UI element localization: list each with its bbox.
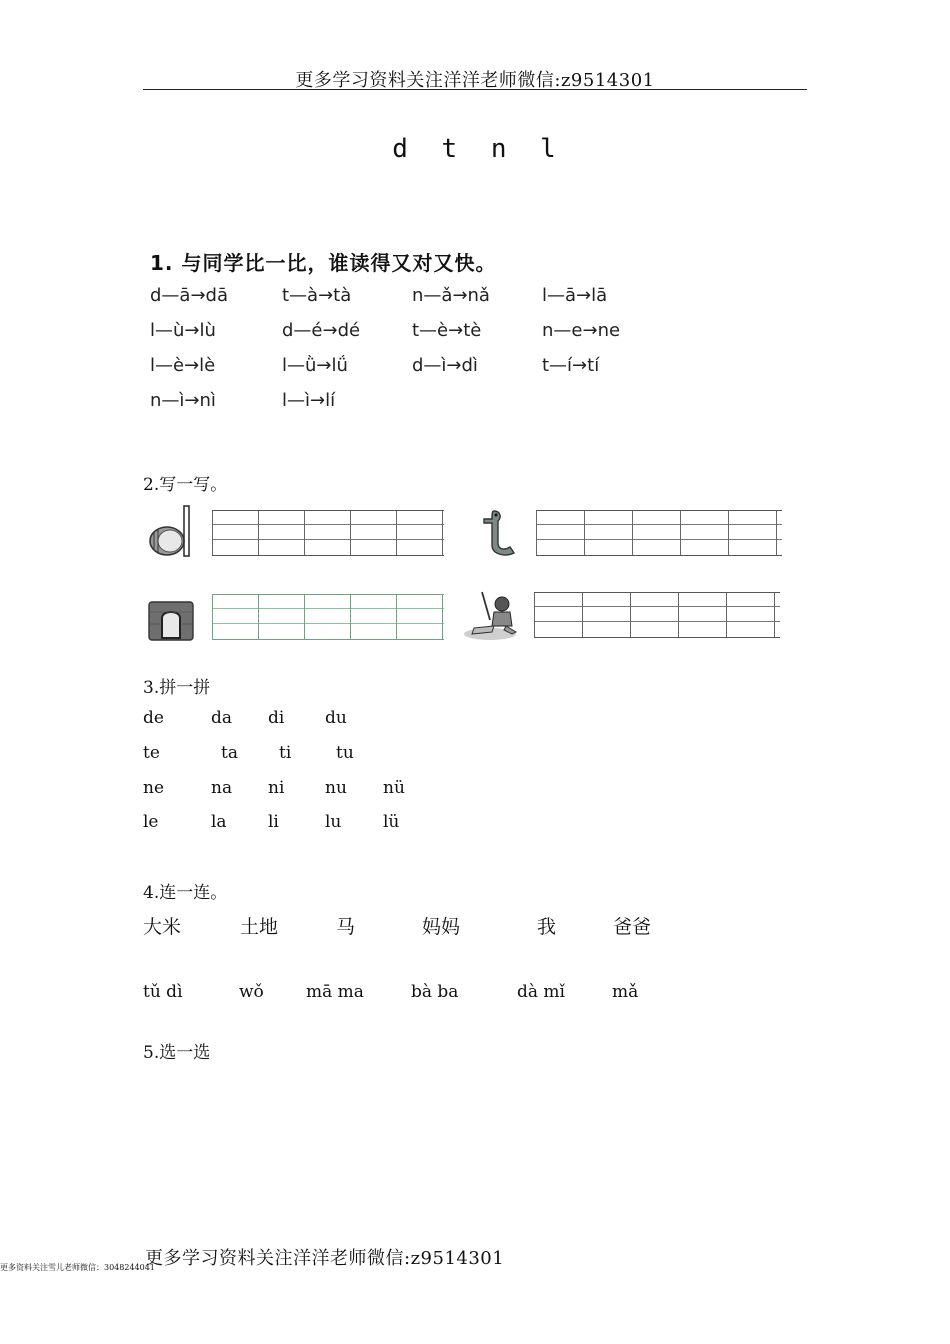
page-footer: 更多学习资料关注洋洋老师微信:z9514301 <box>145 1248 505 1269</box>
chain-item: n—ǎ→nǎ <box>412 285 490 306</box>
chain-item: d—é→dé <box>282 320 361 341</box>
drum-letter-d-icon <box>148 505 194 557</box>
match-pinyin[interactable]: tǔ dì <box>143 982 183 1002</box>
chain-item: n—e→ne <box>542 320 621 341</box>
side-note: 更多资料关注雪儿老师微信：3048244041 <box>0 1263 155 1272</box>
pinyin-syllable: du <box>325 708 347 728</box>
match-word[interactable]: 妈妈 <box>422 916 461 938</box>
chain-item: l—ì→lí <box>282 390 336 411</box>
match-word[interactable]: 土地 <box>240 916 279 938</box>
writing-grid-l[interactable] <box>534 592 780 638</box>
chain-item: t—à→tà <box>282 285 352 306</box>
match-pinyin[interactable]: dà mǐ <box>517 982 565 1002</box>
section3-heading: 3.拼一拼 <box>143 678 211 698</box>
match-word[interactable]: 爸爸 <box>613 916 652 938</box>
pinyin-syllable: te <box>143 743 160 763</box>
chain-item: l—è→lè <box>150 355 216 376</box>
chain-item: d—ì→dì <box>412 355 478 376</box>
pinyin-syllable: ne <box>143 778 165 798</box>
match-word[interactable]: 我 <box>537 916 557 938</box>
child-with-stick-letter-l-icon <box>462 590 520 642</box>
chain-item: t—è→tè <box>412 320 482 341</box>
pinyin-syllable: tu <box>336 743 354 763</box>
pinyin-syllable: nü <box>383 778 405 798</box>
writing-grid-n[interactable] <box>212 594 444 640</box>
section5-heading: 5.选一选 <box>143 1043 211 1063</box>
pinyin-syllable: na <box>211 778 233 798</box>
chain-item: t—í→tí <box>542 355 600 376</box>
header-divider <box>143 89 807 90</box>
pinyin-syllable: ni <box>268 778 285 798</box>
pinyin-syllable: de <box>143 708 164 728</box>
match-word[interactable]: 大米 <box>143 916 182 938</box>
match-pinyin[interactable]: mā ma <box>306 982 364 1002</box>
pinyin-syllable: ta <box>221 743 238 763</box>
chain-item: l—ā→lā <box>542 285 608 306</box>
pinyin-syllable: nu <box>325 778 347 798</box>
match-word[interactable]: 马 <box>336 916 356 938</box>
pinyin-syllable: da <box>211 708 233 728</box>
section1-heading: 1. 与同学比一比，谁读得又对又快。 <box>150 251 497 275</box>
pinyin-syllable: la <box>211 812 227 832</box>
pinyin-syllable: li <box>268 812 279 832</box>
section4-heading: 4.连一连。 <box>143 883 228 903</box>
page-header: 更多学习资料关注洋洋老师微信:z9514301 <box>295 70 655 91</box>
pinyin-syllable: di <box>268 708 285 728</box>
match-pinyin[interactable]: bà ba <box>411 982 459 1002</box>
chain-item: l—ù→lù <box>150 320 216 341</box>
match-pinyin[interactable]: wǒ <box>239 982 264 1002</box>
chain-item: n—ì→nì <box>150 390 216 411</box>
seahorse-letter-t-icon <box>476 507 518 557</box>
pinyin-syllable: lü <box>383 812 400 832</box>
section2-heading: 2.写一写。 <box>143 475 228 495</box>
pinyin-syllable: ti <box>279 743 292 763</box>
match-pinyin[interactable]: mǎ <box>612 982 639 1002</box>
arch-door-letter-n-icon <box>148 600 194 642</box>
chain-item: d—ā→dā <box>150 285 228 306</box>
pinyin-syllable: le <box>143 812 159 832</box>
page-title: d t n l <box>392 134 558 164</box>
pinyin-syllable: lu <box>325 812 342 832</box>
chain-item: l—ǜ→lǘ <box>282 355 348 376</box>
writing-grid-d[interactable] <box>212 510 444 556</box>
writing-grid-t[interactable] <box>536 510 782 556</box>
